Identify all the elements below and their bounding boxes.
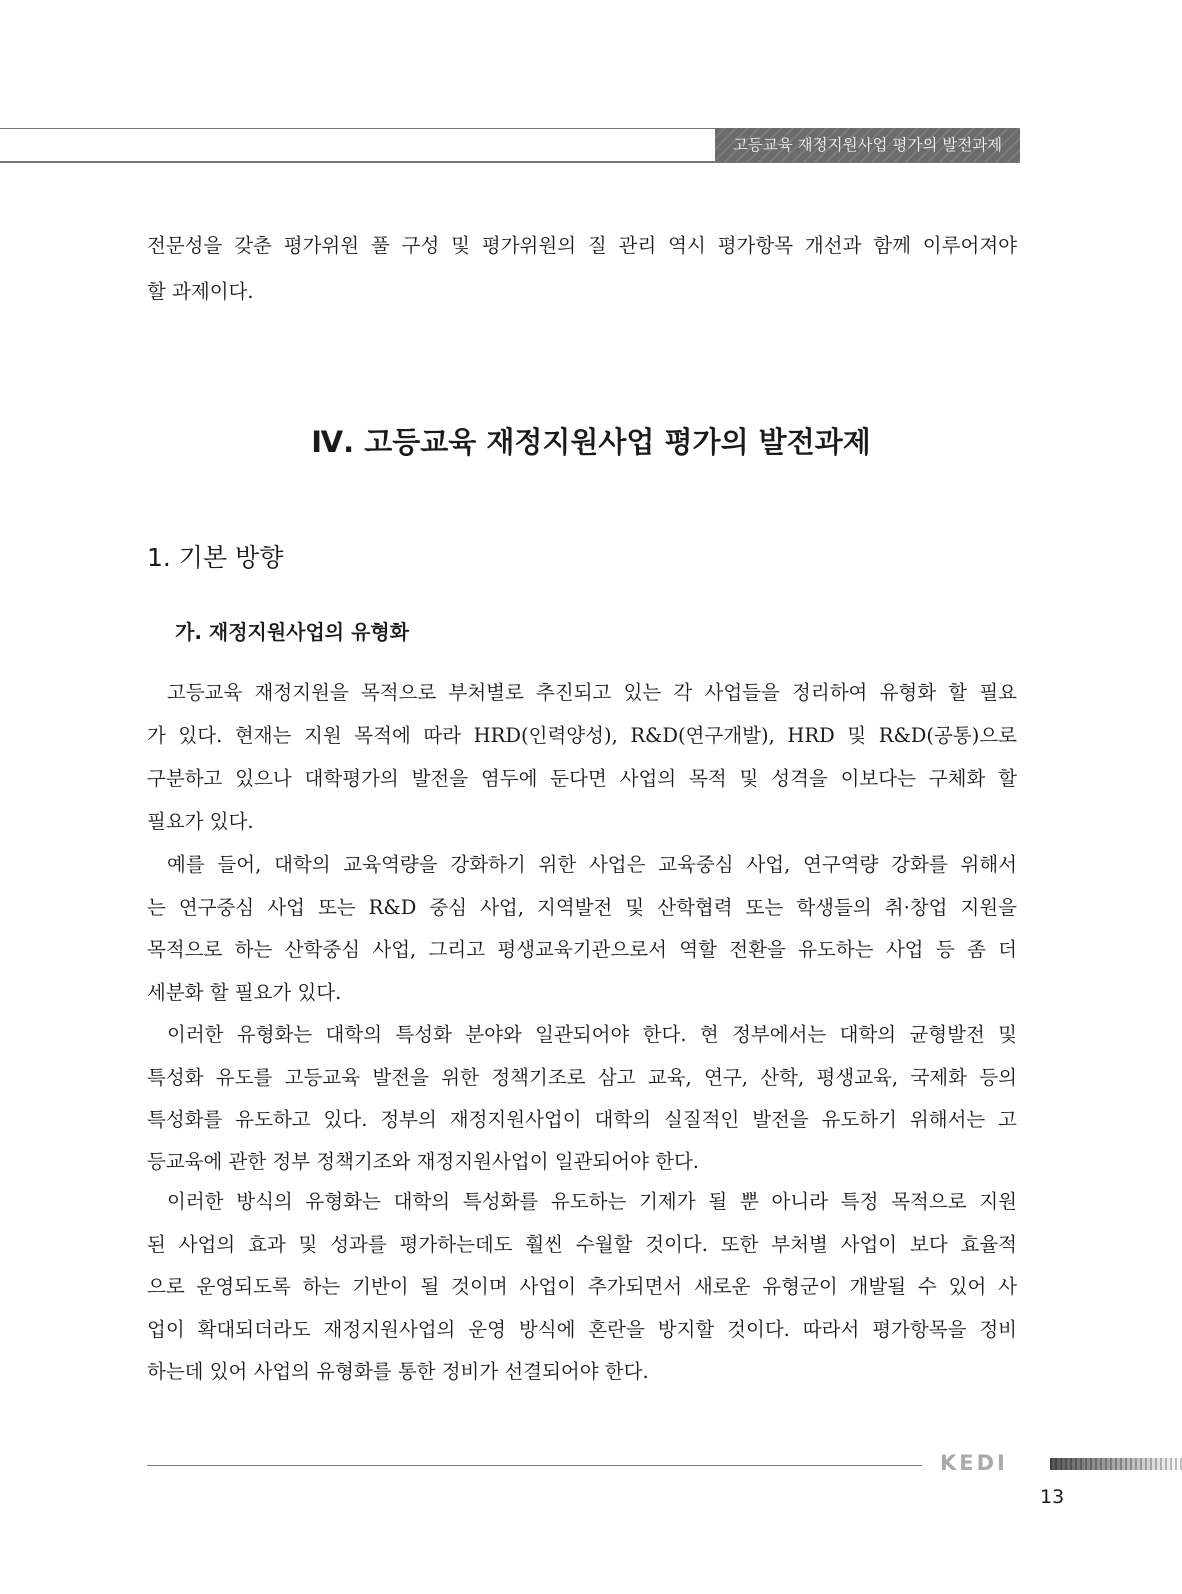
body-line: 된 사업의 효과 및 성과를 평가하는데도 훨씬 수월할 것이다. 또한 부처별 사업이 보다 효율적	[147, 1233, 1017, 1256]
body-line: 는 연구중심 사업 또는 R&D 중심 사업, 지역발전 및 산학협력 또는 학생들의 취·창업 지원을	[147, 896, 1017, 919]
body-line: 이러한 유형화는 대학의 특성화 분야와 일관되어야 한다. 현 정부에서는 대학의 균형발전 및	[167, 1023, 1017, 1046]
body-line: 으로 운영되도록 하는 기반이 될 것이며 사업이 추가되면서 새로운 유형군이 개발될 수 있어 사	[147, 1275, 1017, 1298]
footer-gradient-bar	[1050, 1458, 1182, 1470]
kedi-logo: KEDI	[940, 1451, 1008, 1475]
body-line: 구분하고 있으나 대학평가의 발전을 염두에 둔다면 사업의 목적 및 성격을 이보다는 구체화 할	[147, 767, 1017, 790]
section-title: 1. 기본 방향	[147, 543, 284, 572]
subsection-title: 가. 재정지원사업의 유형화	[175, 620, 410, 644]
body-line: 이러한 방식의 유형화는 대학의 특성화를 유도하는 기제가 될 뿐 아니라 특정 목적으로 지원	[167, 1190, 1017, 1213]
intro-line: 전문성을 갖춘 평가위원 풀 구성 및 평가위원의 질 관리 역시 평가항목 개선과 함께 이루어져야	[147, 234, 1017, 257]
body-line: 필요가 있다.	[147, 810, 254, 833]
body-line: 업이 확대되더라도 재정지원사업의 운영 방식에 혼란을 방지할 것이다. 따라서 평가항목을 정비	[147, 1318, 1017, 1341]
body-line: 목적으로 하는 산학중심 사업, 그리고 평생교육기관으로서 역할 전환을 유도하는 사업 등 좀 더	[147, 938, 1017, 961]
footer-rule	[147, 1465, 922, 1466]
body-line: 예를 들어, 대학의 교육역량을 강화하기 위한 사업은 교육중심 사업, 연구역량 강화를 위해서	[167, 853, 1017, 876]
chapter-title: Ⅳ. 고등교육 재정지원사업 평가의 발전과제	[311, 425, 871, 459]
header-rule-top	[0, 128, 716, 129]
body-line: 등교육에 관한 정부 정책기조와 재정지원사업이 일관되어야 한다.	[147, 1150, 699, 1173]
body-line: 특성화 유도를 고등교육 발전을 위한 정책기조로 삼고 교육, 연구, 산학, 평생교육, 국제화 등의	[147, 1066, 1017, 1089]
body-line: 하는데 있어 사업의 유형화를 통한 정비가 선결되어야 한다.	[147, 1360, 649, 1383]
body-line: 세분화 할 필요가 있다.	[147, 981, 342, 1004]
body-line: 고등교육 재정지원을 목적으로 부처별로 추진되고 있는 각 사업들을 정리하여 유형화 할 필요	[167, 681, 1017, 704]
running-header: 고등교육 재정지원사업 평가의 발전과제	[715, 128, 1020, 162]
page-number: 13	[1040, 1486, 1065, 1508]
body-line: 가 있다. 현재는 지원 목적에 따라 HRD(인력양성), R&D(연구개발), HRD 및 R&D(공통)으로	[147, 724, 1017, 747]
intro-line: 할 과제이다.	[147, 280, 254, 303]
body-line: 특성화를 유도하고 있다. 정부의 재정지원사업이 대학의 실질적인 발전을 유도하기 위해서는 고	[147, 1108, 1017, 1131]
